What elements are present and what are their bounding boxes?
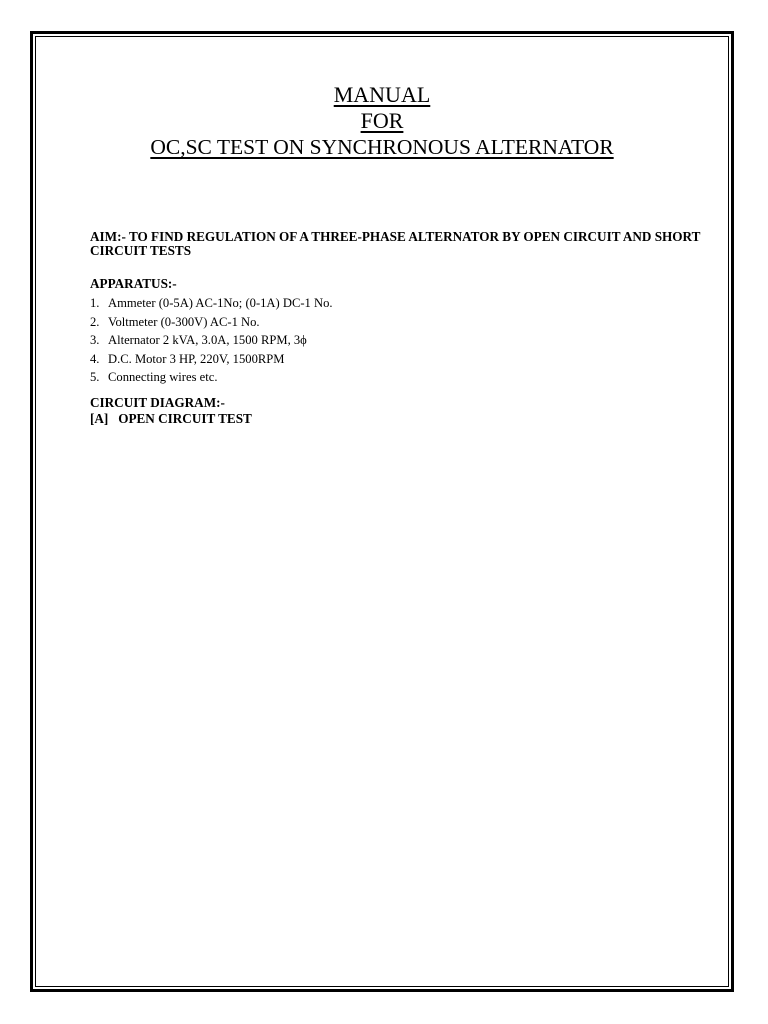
apparatus-list [90, 294, 710, 387]
aim-statement: AIM:- TO FIND REGULATION OF A THREE-PHASE ALTERNATOR BY OPEN CIRCUIT AND SHORT CIRCUIT TESTS [90, 229, 701, 258]
list-item [90, 368, 710, 387]
title-line-manual: MANUAL [333, 82, 431, 107]
document-body [90, 230, 710, 427]
circuit-diagram-heading: CIRCUIT DIAGRAM:- [90, 394, 225, 410]
document-title [36, 82, 728, 160]
list-item-number: 3. [90, 333, 100, 347]
list-item-text: Connecting wires etc. [108, 370, 218, 384]
open-circuit-test-heading: [A] OPEN CIRCUIT TEST [90, 410, 252, 426]
list-item [90, 331, 710, 350]
page-inner-border [35, 36, 729, 987]
list-item-number: 1. [90, 296, 100, 310]
title-line-subject: OC,SC TEST ON SYNCHRONOUS ALTERNATOR [150, 135, 614, 159]
title-line-for: FOR [360, 108, 404, 133]
list-item-text: Ammeter (0-5A) AC-1No; (0-1A) DC-1 No. [108, 296, 333, 310]
list-item [90, 294, 710, 313]
list-item [90, 350, 710, 369]
list-item-number: 2. [90, 314, 100, 329]
list-item-text: D.C. Motor 3 HP, 220V, 1500RPM [108, 351, 285, 366]
list-item-number: 4. [90, 351, 100, 366]
list-item-text: Alternator 2 kVA, 3.0A, 1500 RPM, 3ϕ [108, 333, 307, 347]
list-item [90, 313, 710, 332]
list-item-text: Voltmeter (0-300V) AC-1 No. [108, 314, 260, 329]
apparatus-heading: APPARATUS:- [90, 276, 177, 291]
list-item-number: 5. [90, 370, 100, 384]
